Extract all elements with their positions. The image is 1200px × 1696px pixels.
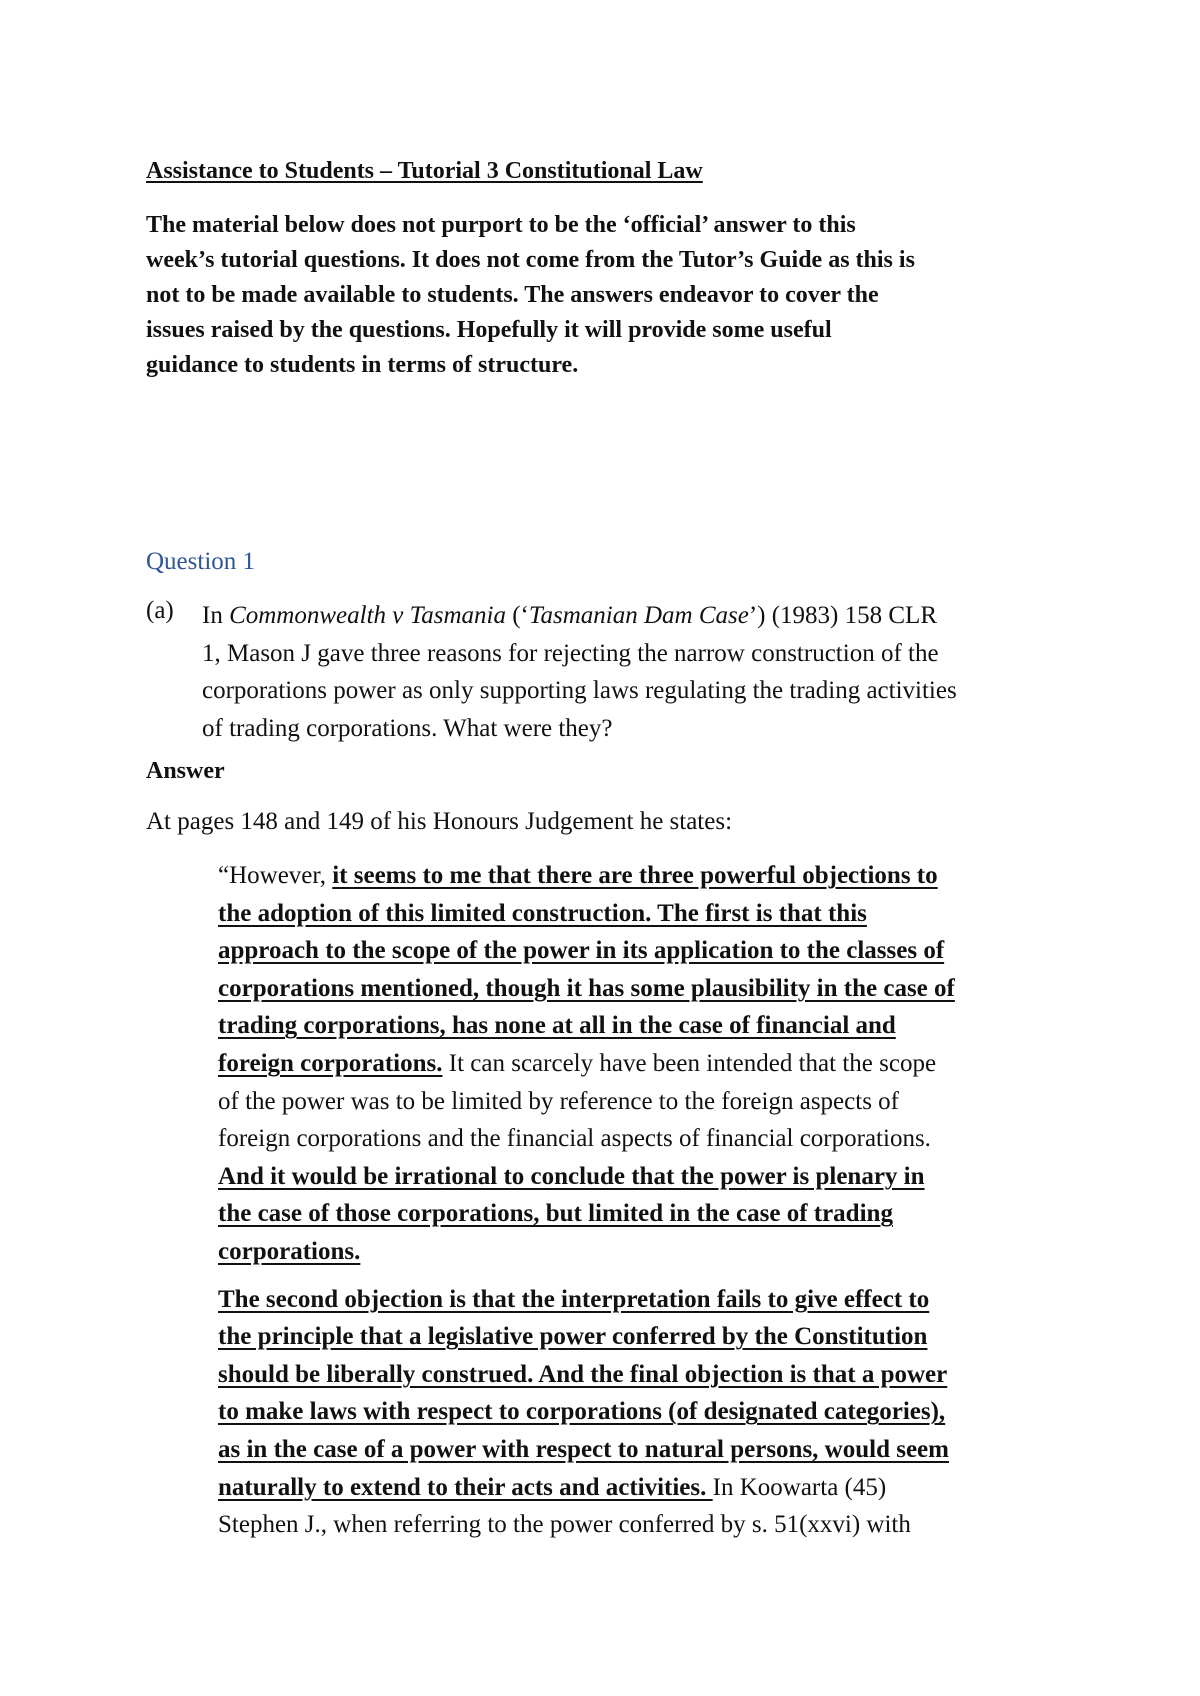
quote-emphasis-line: the case of those corporations, but limited in the case of trading — [218, 1200, 893, 1228]
disclaimer-line: guidance to students in terms of structure. — [146, 352, 579, 378]
paragraph-gap — [218, 1271, 1098, 1281]
block-quote — [218, 857, 1098, 1544]
quote-emphasis: foreign corporations. — [218, 1049, 443, 1077]
question-heading: Question 1 — [146, 548, 256, 575]
quote-emphasis-line: the adoption of this limited construction. The first is that this — [218, 899, 867, 927]
quote-emphasis-line: corporations. — [218, 1237, 361, 1265]
quote-emphasis-line: corporations mentioned, though it has some plausibility in the case of — [218, 974, 955, 1002]
question-line: 1, Mason J gave three reasons for rejecting the narrow construction of the — [202, 639, 939, 667]
quote-text: It can scarcely have been intended that the scope — [442, 1049, 937, 1077]
question-text-segment: (‘ — [505, 602, 529, 629]
answer-intro: At pages 148 and 149 of his Honours Judgement he states: — [146, 808, 733, 835]
quote-emphasis: it seems to me that there are three powerful objections to — [332, 862, 938, 889]
quote-text: “However, — [218, 862, 333, 889]
answer-heading: Answer — [146, 758, 225, 784]
quote-emphasis-line: The second objection is that the interpretation fails to give effect to — [218, 1285, 930, 1313]
question-label: (a) — [146, 597, 174, 624]
question-line: corporations power as only supporting laws regulating the trading activities — [202, 677, 957, 704]
document-title: Assistance to Students – Tutorial 3 Constitutional Law — [146, 158, 703, 184]
quote-emphasis-line: should be liberally construed. And the final objection is that a power — [218, 1360, 948, 1388]
question-text-segment: In — [202, 602, 230, 629]
disclaimer-paragraph — [146, 208, 1066, 383]
quote-line — [218, 1469, 1098, 1507]
disclaimer-line: not to be made available to students. The answers endeavor to cover the — [146, 282, 879, 308]
quote-line: of the power was to be limited by reference to the foreign aspects of — [218, 1087, 899, 1115]
case-alias: Tasmanian Dam Case — [528, 602, 749, 629]
disclaimer-line: week’s tutorial questions. It does not come from the Tutor’s Guide as this is — [146, 247, 915, 273]
quote-emphasis-line: to make laws with respect to corporations (of designated categories), — [218, 1398, 946, 1426]
quote-line: foreign corporations and the financial aspects of financial corporations. — [218, 1125, 931, 1153]
disclaimer-line: issues raised by the questions. Hopefully it will provide some useful — [146, 317, 832, 343]
quote-emphasis-line: And it would be irrational to conclude that the power is plenary in — [218, 1162, 925, 1190]
case-name: Commonwealth v Tasmania — [229, 602, 506, 629]
quote-emphasis: naturally to extend to their acts and activities. — [218, 1473, 713, 1501]
quote-emphasis-line: the principle that a legislative power conferred by the Constitution — [218, 1323, 928, 1351]
quote-text: In Koowarta (45) — [712, 1473, 887, 1501]
disclaimer-line: The material below does not purport to be the ‘official’ answer to this — [146, 212, 856, 238]
quote-line — [218, 857, 1098, 895]
quote-emphasis-line: trading corporations, has none at all in the case of financial and — [218, 1012, 896, 1040]
question-text-segment: ’) (1983) 158 CLR — [748, 602, 937, 629]
quote-line — [218, 1045, 1098, 1083]
question-line — [202, 597, 1082, 635]
quote-emphasis-line: approach to the scope of the power in its application to the classes of — [218, 937, 945, 965]
question-line: of trading corporations. What were they? — [202, 714, 613, 742]
quote-emphasis-line: as in the case of a power with respect to natural persons, would seem — [218, 1435, 949, 1463]
quote-line: Stephen J., when referring to the power conferred by s. 51(xxvi) with — [218, 1511, 911, 1539]
question-text — [202, 597, 1082, 747]
